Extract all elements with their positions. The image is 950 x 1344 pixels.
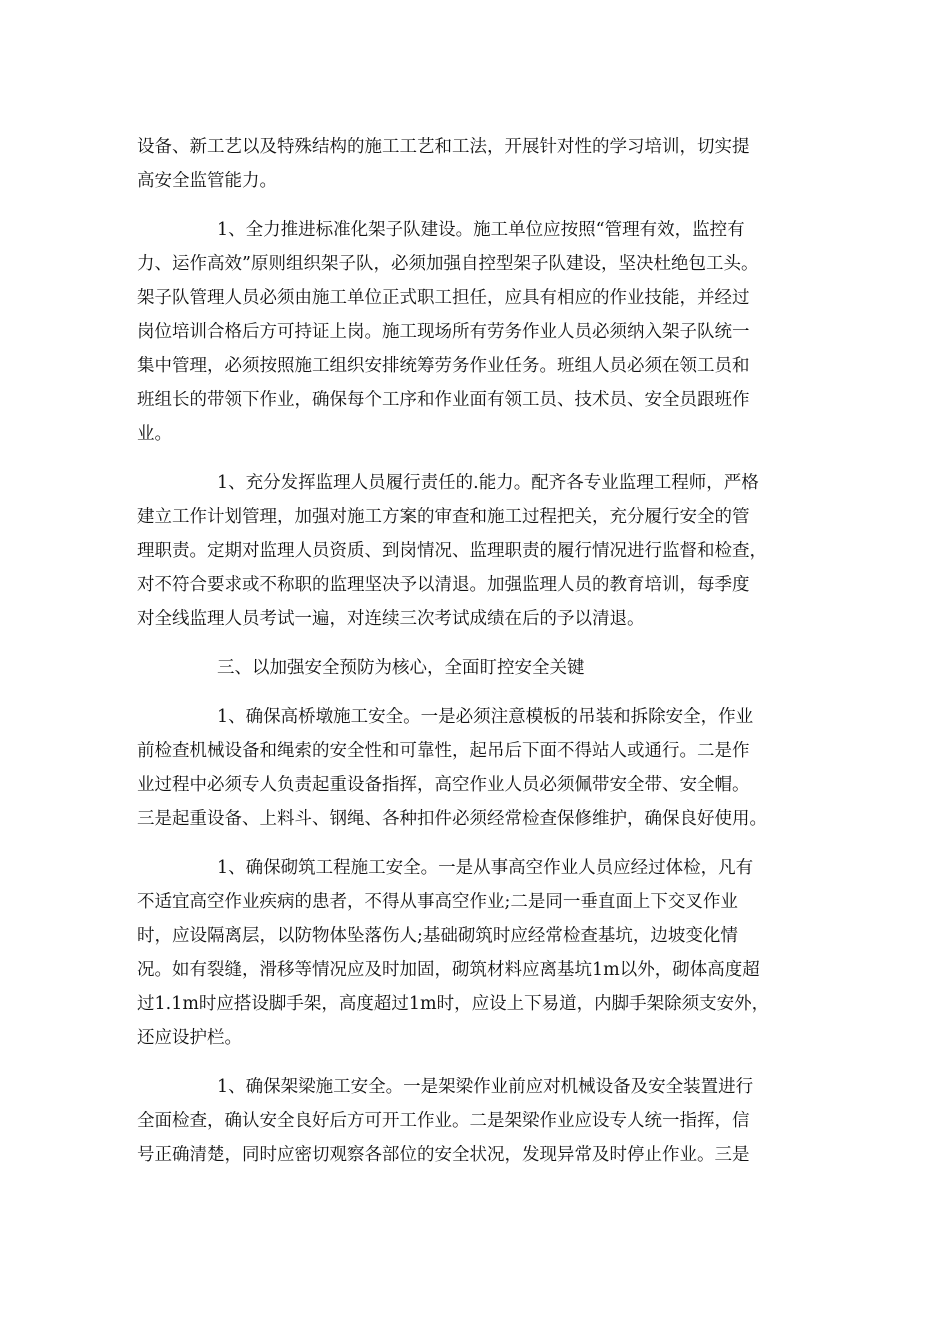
- text-line: 班组长的带领下作业，确保每个工序和作业面有领工员、技术员、安全员跟班作: [137, 390, 750, 410]
- paragraph: [137, 213, 813, 451]
- text-line: 号正确清楚，同时应密切观察各部位的安全状况，发现异常及时停止作业。三是: [137, 1145, 750, 1165]
- text-line: 三、以加强安全预防为核心，全面盯控安全关键: [217, 658, 585, 678]
- text-line: 不适宜高空作业疾病的患者，不得从事高空作业;二是同一垂直面上下交叉作业: [137, 892, 738, 912]
- text-line: 对全线监理人员考试一遍，对连续三次考试成绩在后的予以清退。: [137, 609, 645, 629]
- text-line: 三是起重设备、上料斗、钢绳、各种扣件必须经常检查保修维护，确保良好使用。: [137, 809, 767, 829]
- text-line: 业。: [137, 424, 172, 444]
- text-line: 设备、新工艺以及特殊结构的施工工艺和工法，开展针对性的学习培训，切实提: [137, 137, 750, 157]
- text-line: 全面检查，确认安全良好后方可开工作业。二是架梁作业应设专人统一指挥，信: [137, 1111, 750, 1131]
- text-line: 1、充分发挥监理人员履行责任的.能力。配齐各专业监理工程师，严格: [217, 473, 759, 493]
- text-line: 1、确保架梁施工安全。一是架梁作业前应对机械设备及安全装置进行: [217, 1077, 754, 1097]
- paragraph: [137, 851, 813, 1055]
- text-line: 1、全力推进标准化架子队建设。施工单位应按照“管理有效，监控有: [217, 220, 745, 240]
- text-line: 时，应设隔离层，以防物体坠落伤人;基础砌筑时应经常检查基坑，边坡变化情: [137, 926, 738, 946]
- text-line: 集中管理，必须按照施工组织安排统筹劳务作业任务。班组人员必须在领工员和: [137, 356, 750, 376]
- document-body: [137, 130, 813, 1187]
- paragraph: [137, 1070, 813, 1172]
- text-line: 高安全监管能力。: [137, 171, 277, 191]
- text-line: 岗位培训合格后方可持证上岗。施工现场所有劳务作业人员必须纳入架子队统一: [137, 322, 750, 342]
- text-line: 架子队管理人员必须由施工单位正式职工担任，应具有相应的作业技能，并经过: [137, 288, 750, 308]
- text-line: 建立工作计划管理，加强对施工方案的审查和施工过程把关，充分履行安全的管: [137, 507, 750, 527]
- text-line: 力、运作高效”原则组织架子队，必须加强自控型架子队建设，坚决杜绝包工头。: [137, 254, 759, 274]
- text-line: 理职责。定期对监理人员资质、到岗情况、监理职责的履行情况进行监督和检查，: [137, 541, 767, 561]
- text-line: 还应设护栏。: [137, 1028, 242, 1048]
- text-line: 1、确保砌筑工程施工安全。一是从事高空作业人员应经过体检，凡有: [217, 858, 754, 878]
- text-line: 1、确保高桥墩施工安全。一是必须注意模板的吊装和拆除安全，作业: [217, 707, 754, 727]
- paragraph: [137, 466, 813, 636]
- paragraph: [137, 700, 813, 836]
- text-line: 对不符合要求或不称职的监理坚决予以清退。加强监理人员的教育培训，每季度: [137, 575, 750, 595]
- text-line: 况。如有裂缝，滑移等情况应及时加固，砌筑材料应离基坑1m以外，砌体高度超: [137, 960, 760, 980]
- text-line: 业过程中必须专人负责起重设备指挥，高空作业人员必须佩带安全带、安全帽。: [137, 775, 750, 795]
- text-line: 前检查机械设备和绳索的安全性和可靠性，起吊后下面不得站人或通行。二是作: [137, 741, 750, 761]
- paragraph: [137, 130, 813, 198]
- paragraph: [137, 651, 813, 685]
- text-line: 过1.1m时应搭设脚手架，高度超过1m时，应设上下易道，内脚手架除须支安外，: [137, 994, 770, 1014]
